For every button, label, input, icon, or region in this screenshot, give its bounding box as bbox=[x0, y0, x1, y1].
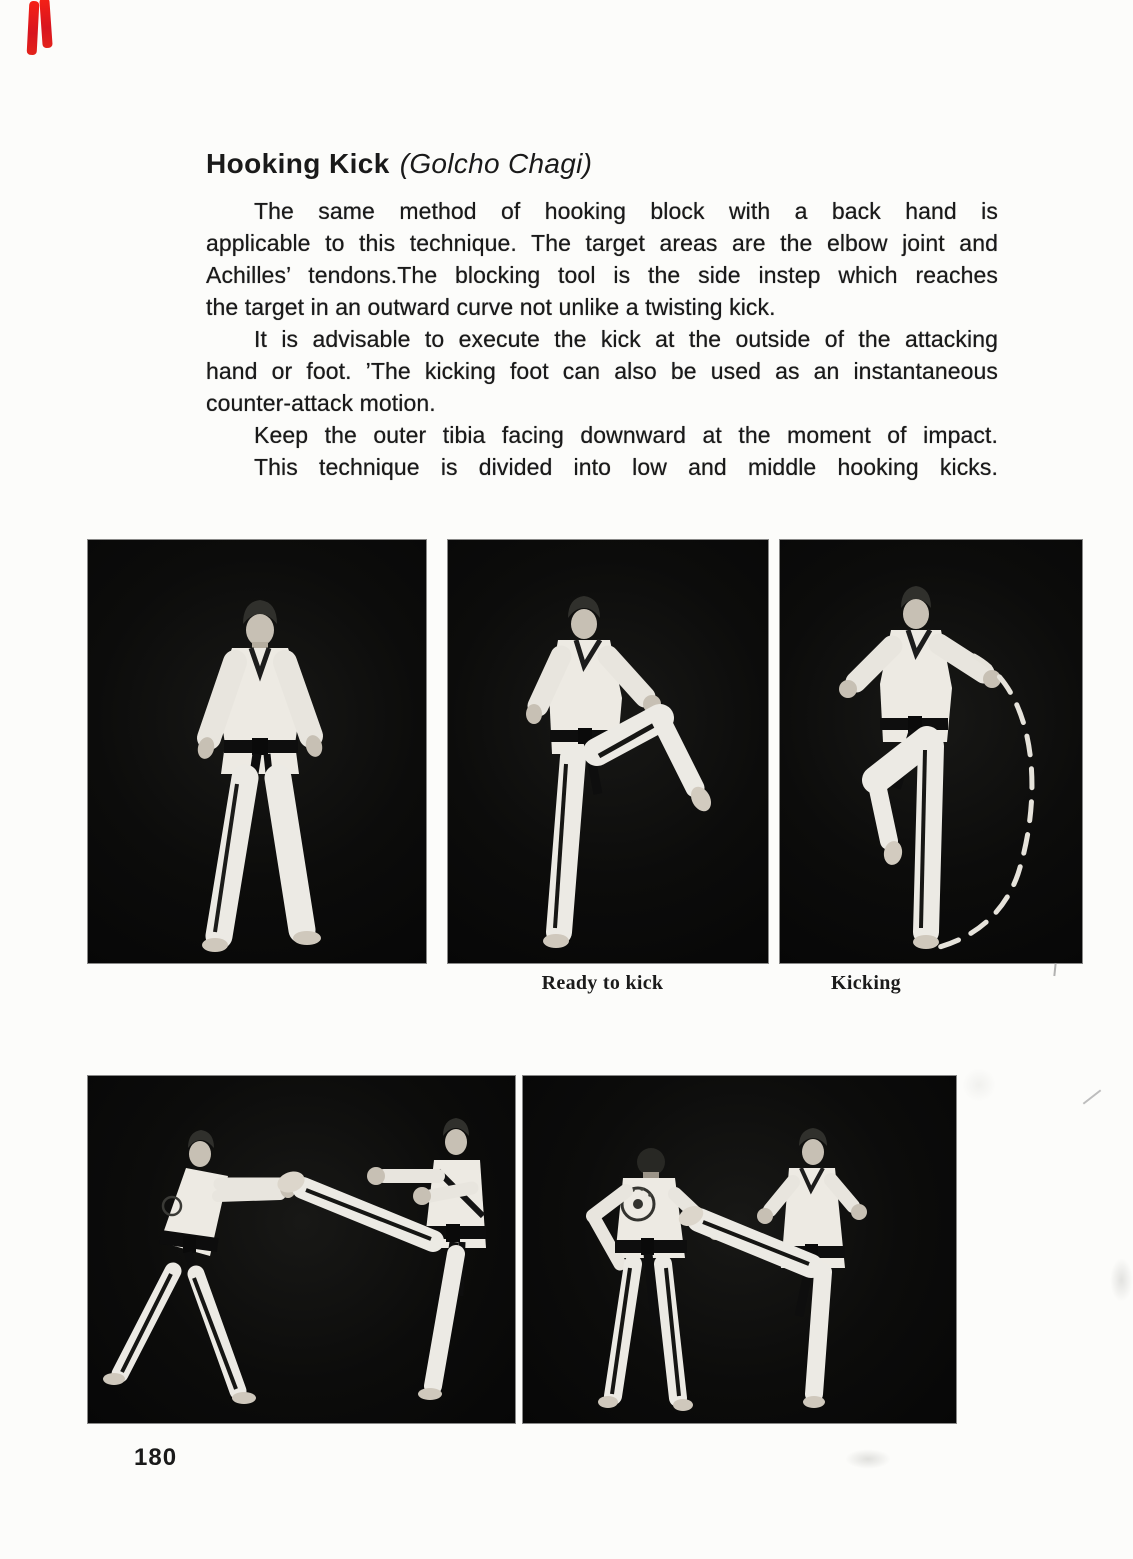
body-line: applicable to this technique. The target areas are the elbow joint and bbox=[206, 230, 998, 256]
body-line: Achilles’ tendons.The blocking tool is the side instep which reaches bbox=[206, 262, 998, 288]
scan-artifact-tick bbox=[1053, 963, 1056, 976]
martial-artist-standing-figure bbox=[88, 540, 426, 963]
scan-artifact-dash bbox=[1083, 1089, 1102, 1104]
caption-kicking: Kicking bbox=[831, 972, 901, 994]
body-line: This technique is divided into low and middle hooking kicks. bbox=[254, 454, 998, 480]
body-line: Keep the outer tibia facing downward at the moment of impact. bbox=[254, 422, 998, 448]
body-line: It is advisable to execute the kick at the outside of the attacking bbox=[254, 326, 998, 352]
sparring-pair-catch-figure bbox=[88, 1076, 515, 1423]
kicking-photo bbox=[780, 540, 1082, 963]
body-line: hand or foot. ’The kicking foot can also be used as an instantaneous bbox=[206, 358, 998, 384]
body-line: the target in an outward curve not unlike a twisting kick. bbox=[206, 294, 776, 320]
red-pen-stroke bbox=[39, 0, 52, 48]
page-number: 180 bbox=[134, 1444, 178, 1471]
body-line: counter-attack motion. bbox=[206, 390, 436, 416]
scan-artifact-smudge bbox=[962, 1068, 996, 1102]
ready-to-kick-photo bbox=[448, 540, 768, 963]
kicker-figure bbox=[675, 1128, 867, 1408]
section-title bbox=[206, 148, 592, 180]
section-title-korean: (Golcho Chagi) bbox=[399, 148, 593, 179]
red-pen-mark bbox=[26, 0, 56, 60]
application-catch-photo bbox=[88, 1076, 515, 1423]
defender-figure bbox=[103, 1130, 296, 1404]
starting-stance-photo bbox=[88, 540, 426, 963]
kicker-figure bbox=[274, 1118, 486, 1400]
martial-artist-chamber-figure bbox=[448, 540, 768, 963]
body-line: The same method of hooking block with a back hand is bbox=[254, 198, 998, 224]
scan-artifact-smudge bbox=[1110, 1258, 1133, 1302]
martial-artist-kicking-figure bbox=[780, 540, 1082, 963]
sparring-pair-hook-figure bbox=[523, 1076, 956, 1423]
defender-back-figure bbox=[593, 1148, 722, 1411]
red-pen-stroke bbox=[27, 1, 40, 55]
scan-artifact-smudge bbox=[845, 1449, 891, 1469]
caption-ready-to-kick: Ready to kick bbox=[541, 972, 664, 994]
section-title-english: Hooking Kick bbox=[206, 148, 390, 179]
body-text bbox=[206, 195, 998, 483]
application-hook-kick-photo bbox=[523, 1076, 956, 1423]
